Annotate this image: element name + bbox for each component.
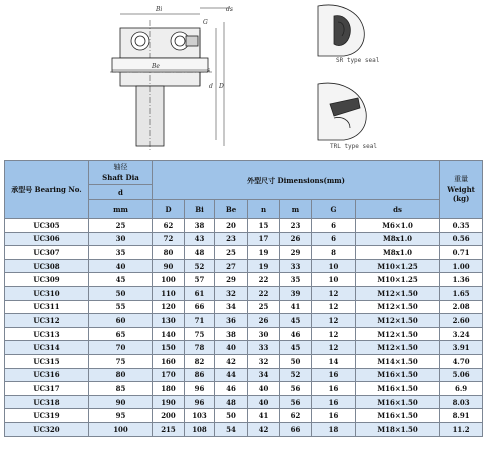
trl-seal-icon xyxy=(318,83,366,140)
table-cell: 8.03 xyxy=(440,395,483,409)
spec-table-body xyxy=(5,219,483,437)
table-cell: 85 xyxy=(89,382,153,396)
table-cell: 110 xyxy=(153,286,185,300)
table-cell: 160 xyxy=(153,354,185,368)
table-cell: 25 xyxy=(89,219,153,233)
bearing-model-cell: UC308 xyxy=(5,259,89,273)
table-cell: 6 xyxy=(312,232,356,246)
table-cell: 4.70 xyxy=(440,354,483,368)
table-cell: 72 xyxy=(153,232,185,246)
table-cell: 103 xyxy=(185,409,215,423)
table-cell: 39 xyxy=(280,286,312,300)
header-d-symbol: d xyxy=(89,185,153,200)
table-cell: 3.91 xyxy=(440,341,483,355)
header-weight: 重量 Weight (kg) xyxy=(440,161,483,219)
table-row xyxy=(5,382,483,396)
table-cell: 46 xyxy=(215,382,248,396)
table-cell: 57 xyxy=(185,273,215,287)
dim-label-g: G xyxy=(203,19,208,26)
table-cell: 27 xyxy=(215,259,248,273)
sr-seal-icon xyxy=(318,5,364,56)
bearing-technical-drawing xyxy=(0,0,488,160)
table-cell: 32 xyxy=(248,354,280,368)
table-cell: 78 xyxy=(185,341,215,355)
table-cell: 52 xyxy=(185,259,215,273)
table-cell: 65 xyxy=(89,327,153,341)
table-cell: 61 xyxy=(185,286,215,300)
header-col-ds: ds xyxy=(356,200,440,219)
table-cell: M8x1.0 xyxy=(356,246,440,260)
table-cell: 19 xyxy=(248,246,280,260)
table-cell: 3.24 xyxy=(440,327,483,341)
table-cell: 90 xyxy=(153,259,185,273)
bearing-spec-table xyxy=(4,160,483,437)
table-cell: 140 xyxy=(153,327,185,341)
bearing-model-cell: UC311 xyxy=(5,300,89,314)
table-cell: 40 xyxy=(248,382,280,396)
table-cell: 62 xyxy=(280,409,312,423)
dim-label-bi: Bi xyxy=(156,6,163,13)
table-cell: 42 xyxy=(248,422,280,436)
table-cell: 32 xyxy=(215,286,248,300)
bearing-model-cell: UC310 xyxy=(5,286,89,300)
table-row xyxy=(5,327,483,341)
table-cell: 52 xyxy=(280,368,312,382)
sr-seal-label: SR type seal xyxy=(336,57,380,64)
table-cell: 45 xyxy=(280,341,312,355)
table-cell: 10 xyxy=(312,259,356,273)
table-cell: 96 xyxy=(185,382,215,396)
table-cell: 30 xyxy=(89,232,153,246)
table-cell: 14 xyxy=(312,354,356,368)
table-cell: M12×1.50 xyxy=(356,327,440,341)
table-cell: 80 xyxy=(153,246,185,260)
table-cell: 62 xyxy=(153,219,185,233)
bearing-model-cell: UC318 xyxy=(5,395,89,409)
table-cell: 2.08 xyxy=(440,300,483,314)
table-cell: 18 xyxy=(312,422,356,436)
table-cell: 108 xyxy=(185,422,215,436)
table-cell: 1.65 xyxy=(440,286,483,300)
table-cell: 33 xyxy=(280,259,312,273)
table-cell: 95 xyxy=(89,409,153,423)
table-cell: 12 xyxy=(312,314,356,328)
header-shaft-unit: mm xyxy=(89,200,153,219)
table-row xyxy=(5,314,483,328)
table-cell: 75 xyxy=(185,327,215,341)
table-cell: 75 xyxy=(89,354,153,368)
table-row xyxy=(5,232,483,246)
table-row xyxy=(5,395,483,409)
table-cell: 60 xyxy=(89,314,153,328)
table-cell: 56 xyxy=(280,382,312,396)
table-cell: 190 xyxy=(153,395,185,409)
bearing-model-cell: UC305 xyxy=(5,219,89,233)
table-cell: 100 xyxy=(153,273,185,287)
table-cell: 12 xyxy=(312,286,356,300)
table-cell: 86 xyxy=(185,368,215,382)
table-cell: 41 xyxy=(280,300,312,314)
table-cell: 0.71 xyxy=(440,246,483,260)
bearing-model-cell: UC309 xyxy=(5,273,89,287)
table-cell: 170 xyxy=(153,368,185,382)
table-cell: 36 xyxy=(215,314,248,328)
table-cell: 42 xyxy=(215,354,248,368)
table-cell: 8 xyxy=(312,246,356,260)
table-cell: 23 xyxy=(215,232,248,246)
table-cell: 26 xyxy=(248,314,280,328)
table-cell: 1.36 xyxy=(440,273,483,287)
table-cell: 40 xyxy=(215,341,248,355)
bearing-model-cell: UC307 xyxy=(5,246,89,260)
table-cell: 120 xyxy=(153,300,185,314)
table-cell: 180 xyxy=(153,382,185,396)
table-cell: 80 xyxy=(89,368,153,382)
header-col-Be: Be xyxy=(215,200,248,219)
table-cell: 25 xyxy=(215,246,248,260)
table-cell: 100 xyxy=(89,422,153,436)
table-cell: 25 xyxy=(248,300,280,314)
table-cell: M8x1.0 xyxy=(356,232,440,246)
table-row xyxy=(5,341,483,355)
header-col-D: D xyxy=(153,200,185,219)
trl-seal-label: TRL type seal xyxy=(330,143,377,150)
table-cell: 2.60 xyxy=(440,314,483,328)
table-cell: 30 xyxy=(248,327,280,341)
table-cell: 16 xyxy=(312,382,356,396)
table-cell: 55 xyxy=(89,300,153,314)
dim-label-ds: ds xyxy=(226,6,233,13)
table-cell: 1.00 xyxy=(440,259,483,273)
table-cell: 26 xyxy=(280,232,312,246)
table-cell: 43 xyxy=(185,232,215,246)
table-cell: 0.56 xyxy=(440,232,483,246)
table-row xyxy=(5,246,483,260)
table-cell: 50 xyxy=(89,286,153,300)
table-cell: 41 xyxy=(248,409,280,423)
table-cell: 0.35 xyxy=(440,219,483,233)
table-cell: 46 xyxy=(280,327,312,341)
table-cell: 12 xyxy=(312,300,356,314)
table-cell: 54 xyxy=(215,422,248,436)
table-cell: M16×1.50 xyxy=(356,368,440,382)
header-bearing-no: 承型号 Bearing No. xyxy=(5,161,89,219)
table-cell: 22 xyxy=(248,286,280,300)
table-cell: 50 xyxy=(215,409,248,423)
table-cell: M6×1.0 xyxy=(356,219,440,233)
table-cell: 150 xyxy=(153,341,185,355)
table-cell: 45 xyxy=(280,314,312,328)
header-col-G: G xyxy=(312,200,356,219)
bearing-cross-section xyxy=(110,8,230,150)
header-col-Bi: Bi xyxy=(185,200,215,219)
header-shaft-dia: 轴径 Shaft Dia xyxy=(89,161,153,185)
table-cell: 71 xyxy=(185,314,215,328)
table-cell: 200 xyxy=(153,409,185,423)
table-cell: 33 xyxy=(248,341,280,355)
table-row xyxy=(5,219,483,233)
bearing-model-cell: UC317 xyxy=(5,382,89,396)
header-col-m: m xyxy=(280,200,312,219)
table-cell: M12×1.50 xyxy=(356,341,440,355)
table-cell: 215 xyxy=(153,422,185,436)
table-cell: 38 xyxy=(215,327,248,341)
table-cell: 34 xyxy=(215,300,248,314)
table-cell: 96 xyxy=(185,395,215,409)
bearing-model-cell: UC316 xyxy=(5,368,89,382)
table-row xyxy=(5,368,483,382)
table-cell: 38 xyxy=(185,219,215,233)
table-cell: 12 xyxy=(312,341,356,355)
bearing-model-cell: UC315 xyxy=(5,354,89,368)
bearing-model-cell: UC313 xyxy=(5,327,89,341)
dim-label-be: Be xyxy=(152,63,160,70)
table-cell: M10×1.25 xyxy=(356,259,440,273)
table-cell: 17 xyxy=(248,232,280,246)
table-cell: 66 xyxy=(280,422,312,436)
table-cell: M12×1.50 xyxy=(356,300,440,314)
table-cell: M12×1.50 xyxy=(356,286,440,300)
bearing-model-cell: UC314 xyxy=(5,341,89,355)
table-cell: 29 xyxy=(280,246,312,260)
table-cell: 19 xyxy=(248,259,280,273)
table-cell: 16 xyxy=(312,368,356,382)
table-cell: 23 xyxy=(280,219,312,233)
table-row xyxy=(5,273,483,287)
table-cell: 22 xyxy=(248,273,280,287)
table-row xyxy=(5,354,483,368)
table-cell: 90 xyxy=(89,395,153,409)
table-cell: 6 xyxy=(312,219,356,233)
table-row xyxy=(5,286,483,300)
table-cell: 6.9 xyxy=(440,382,483,396)
table-cell: 40 xyxy=(89,259,153,273)
header-col-n: n xyxy=(248,200,280,219)
table-row xyxy=(5,259,483,273)
table-cell: 12 xyxy=(312,327,356,341)
table-cell: M12×1.50 xyxy=(356,314,440,328)
table-cell: 29 xyxy=(215,273,248,287)
header-dimensions: 外型尺寸 Dimensions(mm) xyxy=(153,161,440,200)
bearing-model-cell: UC320 xyxy=(5,422,89,436)
table-cell: 35 xyxy=(280,273,312,287)
table-row xyxy=(5,422,483,436)
table-cell: 8.91 xyxy=(440,409,483,423)
table-cell: M16×1.50 xyxy=(356,409,440,423)
dim-label-d-small: d xyxy=(209,83,213,90)
table-cell: 11.2 xyxy=(440,422,483,436)
table-cell: 66 xyxy=(185,300,215,314)
bearing-model-cell: UC319 xyxy=(5,409,89,423)
dim-label-s: s xyxy=(207,67,211,74)
table-cell: 40 xyxy=(248,395,280,409)
table-cell: 45 xyxy=(89,273,153,287)
table-cell: 15 xyxy=(248,219,280,233)
bearing-model-cell: UC306 xyxy=(5,232,89,246)
table-cell: 44 xyxy=(215,368,248,382)
table-cell: M14×1.50 xyxy=(356,354,440,368)
dim-label-d-large: D xyxy=(219,83,224,90)
table-row xyxy=(5,300,483,314)
table-cell: 35 xyxy=(89,246,153,260)
table-cell: 48 xyxy=(215,395,248,409)
table-cell: 130 xyxy=(153,314,185,328)
table-cell: 16 xyxy=(312,409,356,423)
table-cell: 50 xyxy=(280,354,312,368)
table-cell: M16×1.50 xyxy=(356,382,440,396)
table-row xyxy=(5,409,483,423)
table-cell: 20 xyxy=(215,219,248,233)
table-cell: 82 xyxy=(185,354,215,368)
bearing-model-cell: UC312 xyxy=(5,314,89,328)
table-cell: 56 xyxy=(280,395,312,409)
table-cell: 70 xyxy=(89,341,153,355)
table-cell: 34 xyxy=(248,368,280,382)
table-cell: 16 xyxy=(312,395,356,409)
table-cell: M16×1.50 xyxy=(356,395,440,409)
table-cell: 10 xyxy=(312,273,356,287)
table-cell: 5.06 xyxy=(440,368,483,382)
table-cell: M10×1.25 xyxy=(356,273,440,287)
table-cell: 48 xyxy=(185,246,215,260)
table-cell: M18×1.50 xyxy=(356,422,440,436)
